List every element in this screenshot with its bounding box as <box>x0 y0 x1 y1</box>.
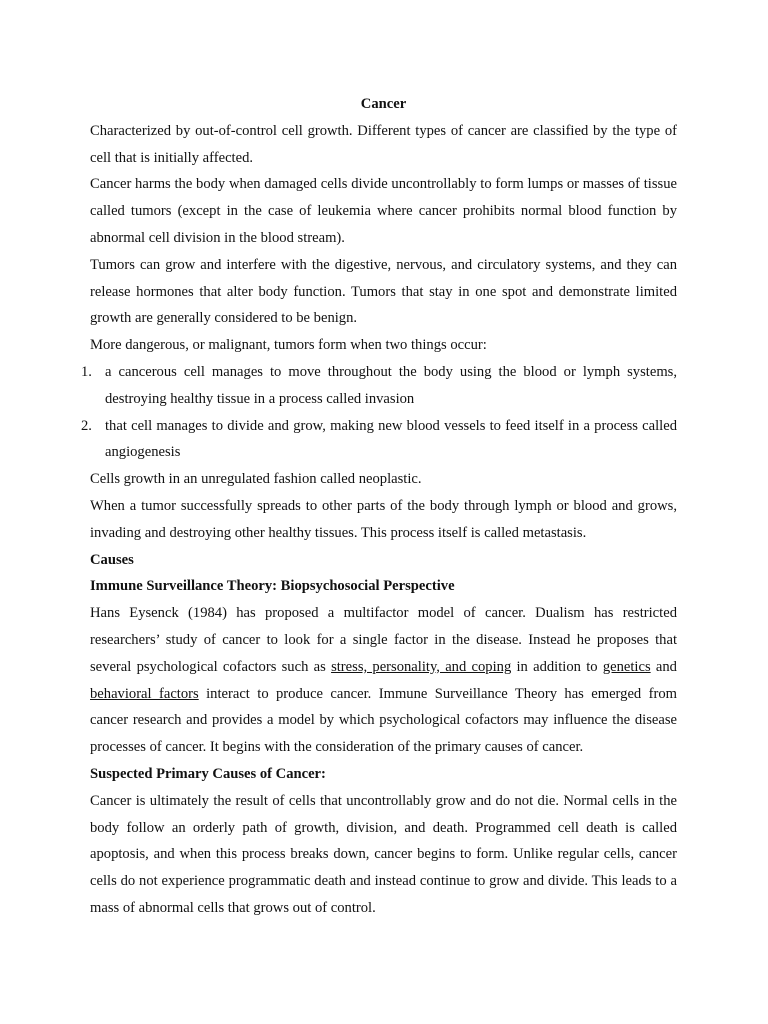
theory-heading: Immune Surveillance Theory: Biopsychosocial Perspective <box>90 578 455 595</box>
neoplastic-paragraph: Cells growth in an unregulated fashion called neoplastic. <box>90 471 422 488</box>
intro-paragraph-2: Cancer harms the body when damaged cells divide uncontrollably to form lumps or masses of tissue called tumors (except in the case of leukemia where cancer prohibits normal blood function by abnormal cell division in the blood stream). <box>90 176 677 246</box>
metastasis-paragraph: When a tumor successfully spreads to other parts of the body through lymph or blood and grows, invading and destroying other healthy tissues. This process itself is called metastasis. <box>90 497 677 541</box>
theory-text-4: interact to produce cancer. Immune Surveillance Theory has emerged from cancer research and provides a model by which psychological cofactors may influence the disease processes of cancer. It begins with the consideration of the primary causes of cancer. <box>90 685 677 756</box>
theory-paragraph <box>90 600 677 761</box>
primary-causes-paragraph: Cancer is ultimately the result of cells that uncontrollably grow and do not die. Normal cells in the body follow an orderly path of growth, division, and death. Programmed cell death is called apoptosis, and when this process breaks down, cancer begins to form. Unlike regular cells, cancer cells do not experience programmatic death and instead continue to grow and divide. This leads to a mass of abnormal cells that grows out of control. <box>90 792 677 916</box>
behavioral-factors-link[interactable]: behavioral factors <box>90 685 199 702</box>
theory-text-3: and <box>650 658 677 675</box>
list-item-number: 1. <box>81 363 92 380</box>
list-item-number: 2. <box>81 417 92 434</box>
list-item <box>81 413 677 467</box>
list-item <box>81 359 677 413</box>
page-title: Cancer <box>360 96 407 112</box>
intro-paragraph-3: Tumors can grow and interfere with the digestive, nervous, and circulatory systems, and they can release hormones that alter body function. Tumors that stay in one spot and demonstrate limited growth are generally considered to be benign. <box>90 256 677 327</box>
primary-causes-heading: Suspected Primary Causes of Cancer: <box>90 765 326 782</box>
malignancy-list <box>81 359 677 466</box>
list-item-text: that cell manages to divide and grow, making new blood vessels to feed itself in a process called angiogenesis <box>105 417 677 461</box>
intro-paragraph-4: More dangerous, or malignant, tumors form when two things occur: <box>90 337 487 354</box>
document-page <box>81 91 677 922</box>
genetics-link[interactable]: genetics <box>602 658 651 675</box>
causes-heading: Causes <box>90 551 134 568</box>
theory-text-1: Hans Eysenck (1984) has proposed a multifactor model of cancer. Dualism has restricted researchers’ study of cancer to look for a single factor in the disease. Instead he proposes that several psychological cofactors such as <box>90 605 677 675</box>
stress-personality-coping-link[interactable]: stress, personality, and coping <box>331 658 512 675</box>
list-item-text: a cancerous cell manages to move throughout the body using the blood or lymph systems, destroying healthy tissue in a process called invasion <box>105 363 677 407</box>
theory-text-2: in addition to <box>511 658 603 675</box>
intro-paragraph-1: Characterized by out-of-control cell growth. Different types of cancer are classified by the type of cell that is initially affected. <box>90 122 677 166</box>
